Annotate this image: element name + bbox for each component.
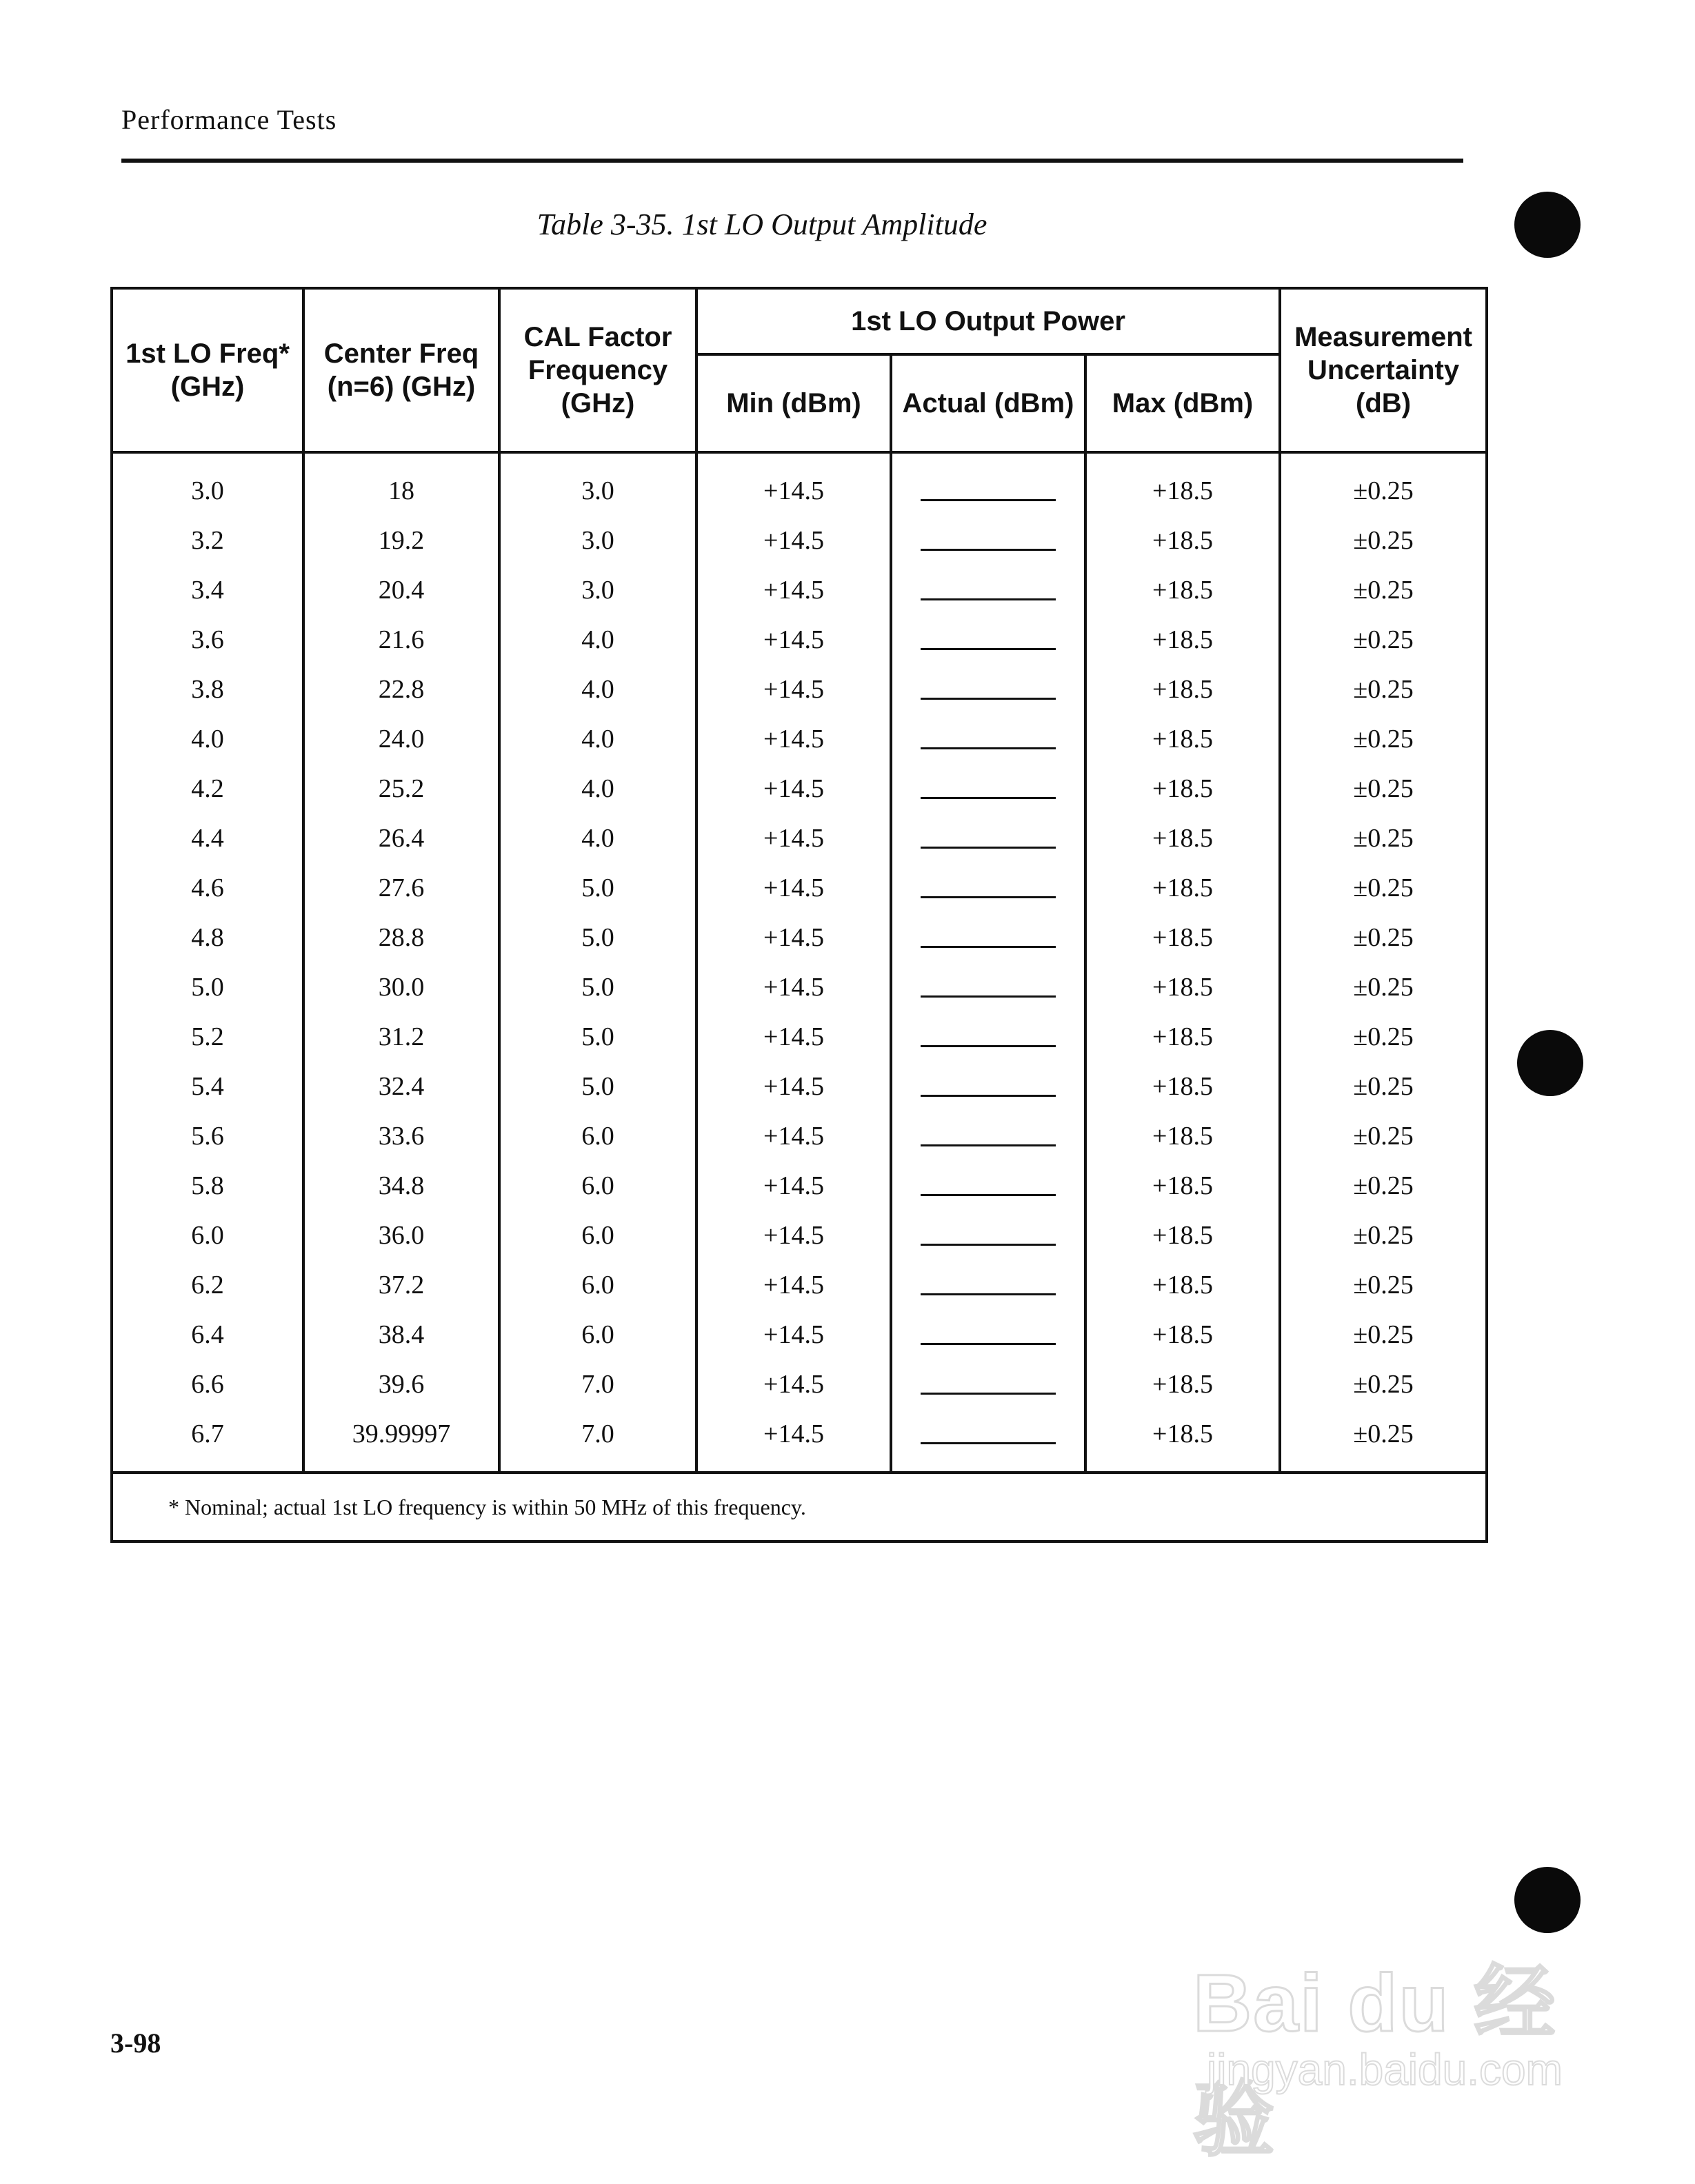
cell-actual — [891, 1211, 1085, 1260]
cell-lo-freq: 6.7 — [112, 1409, 303, 1473]
entry-blank[interactable] — [921, 995, 1056, 998]
cell-max: +18.5 — [1085, 764, 1280, 813]
entry-blank[interactable] — [921, 698, 1056, 700]
cell-max: +18.5 — [1085, 1211, 1280, 1260]
cell-min: +14.5 — [696, 1409, 891, 1473]
cell-lo-freq: 3.4 — [112, 565, 303, 615]
cell-min: +14.5 — [696, 1260, 891, 1310]
table-row — [112, 913, 1487, 962]
cell-min: +14.5 — [696, 516, 891, 565]
cell-max: +18.5 — [1085, 813, 1280, 863]
page-number: 3-98 — [110, 2028, 161, 2059]
entry-blank[interactable] — [921, 847, 1056, 849]
cell-lo-freq: 4.0 — [112, 714, 303, 764]
cell-max: +18.5 — [1085, 1062, 1280, 1111]
cell-lo-freq: 5.6 — [112, 1111, 303, 1161]
cell-center-freq: 39.99997 — [303, 1409, 499, 1473]
table-row — [112, 516, 1487, 565]
cell-cal-factor: 6.0 — [499, 1310, 696, 1359]
entry-blank[interactable] — [921, 1442, 1056, 1444]
cell-cal-factor: 6.0 — [499, 1211, 696, 1260]
entry-blank[interactable] — [921, 648, 1056, 650]
col-header-max: Max (dBm) — [1085, 354, 1280, 452]
cell-center-freq: 39.6 — [303, 1359, 499, 1409]
cell-lo-freq: 4.6 — [112, 863, 303, 913]
cell-cal-factor: 4.0 — [499, 665, 696, 714]
cell-lo-freq: 4.4 — [112, 813, 303, 863]
entry-blank[interactable] — [921, 1393, 1056, 1395]
table-row — [112, 1211, 1487, 1260]
cell-cal-factor: 4.0 — [499, 615, 696, 665]
running-head: Performance Tests — [121, 104, 337, 135]
cell-cal-factor: 7.0 — [499, 1359, 696, 1409]
cell-min: +14.5 — [696, 962, 891, 1012]
cell-center-freq: 19.2 — [303, 516, 499, 565]
cell-cal-factor: 5.0 — [499, 1012, 696, 1062]
cell-center-freq: 21.6 — [303, 615, 499, 665]
cell-cal-factor: 3.0 — [499, 565, 696, 615]
cell-center-freq: 36.0 — [303, 1211, 499, 1260]
col-header-lo-freq: 1st LO Freq* (GHz) — [112, 288, 303, 452]
cell-max: +18.5 — [1085, 1409, 1280, 1473]
binder-hole-middle — [1517, 1030, 1583, 1096]
cell-actual — [891, 1260, 1085, 1310]
cell-center-freq: 27.6 — [303, 863, 499, 913]
cell-center-freq: 22.8 — [303, 665, 499, 714]
cell-lo-freq: 5.4 — [112, 1062, 303, 1111]
watermark-url: jingyan.baidu.com — [1207, 2045, 1563, 2094]
cell-cal-factor: 5.0 — [499, 1062, 696, 1111]
cell-actual — [891, 516, 1085, 565]
cell-cal-factor: 7.0 — [499, 1409, 696, 1473]
cell-max: +18.5 — [1085, 1310, 1280, 1359]
cell-lo-freq: 6.4 — [112, 1310, 303, 1359]
cell-actual — [891, 764, 1085, 813]
entry-blank[interactable] — [921, 747, 1056, 749]
entry-blank[interactable] — [921, 598, 1056, 600]
entry-blank[interactable] — [921, 1095, 1056, 1097]
cell-lo-freq: 6.0 — [112, 1211, 303, 1260]
cell-min: +14.5 — [696, 863, 891, 913]
cell-actual — [891, 1111, 1085, 1161]
cell-min: +14.5 — [696, 1012, 891, 1062]
cell-cal-factor: 5.0 — [499, 962, 696, 1012]
entry-blank[interactable] — [921, 896, 1056, 898]
cell-min: +14.5 — [696, 1211, 891, 1260]
table-row — [112, 1111, 1487, 1161]
cell-actual — [891, 1062, 1085, 1111]
cell-uncertainty: ±0.25 — [1280, 1111, 1487, 1161]
entry-blank[interactable] — [921, 1343, 1056, 1345]
cell-actual — [891, 1359, 1085, 1409]
cell-center-freq: 28.8 — [303, 913, 499, 962]
cell-uncertainty: ±0.25 — [1280, 615, 1487, 665]
table-row — [112, 764, 1487, 813]
cell-center-freq: 30.0 — [303, 962, 499, 1012]
cell-actual — [891, 1161, 1085, 1211]
cell-min: +14.5 — [696, 764, 891, 813]
table-row — [112, 1062, 1487, 1111]
cell-actual — [891, 565, 1085, 615]
cell-actual — [891, 962, 1085, 1012]
cell-cal-factor: 6.0 — [499, 1260, 696, 1310]
entry-blank[interactable] — [921, 499, 1056, 501]
cell-lo-freq: 3.0 — [112, 452, 303, 516]
cell-min: +14.5 — [696, 452, 891, 516]
cell-uncertainty: ±0.25 — [1280, 714, 1487, 764]
cell-lo-freq: 4.2 — [112, 764, 303, 813]
baidu-watermark — [1193, 1923, 1579, 2166]
cell-cal-factor: 5.0 — [499, 913, 696, 962]
cell-max: +18.5 — [1085, 516, 1280, 565]
cell-cal-factor: 4.0 — [499, 714, 696, 764]
entry-blank[interactable] — [921, 946, 1056, 948]
cell-lo-freq: 5.2 — [112, 1012, 303, 1062]
cell-max: +18.5 — [1085, 1161, 1280, 1211]
cell-cal-factor: 4.0 — [499, 813, 696, 863]
table-row — [112, 565, 1487, 615]
cell-actual — [891, 913, 1085, 962]
cell-uncertainty: ±0.25 — [1280, 1310, 1487, 1359]
cell-uncertainty: ±0.25 — [1280, 516, 1487, 565]
cell-actual — [891, 1409, 1085, 1473]
cell-uncertainty: ±0.25 — [1280, 813, 1487, 863]
cell-center-freq: 38.4 — [303, 1310, 499, 1359]
cell-lo-freq: 5.8 — [112, 1161, 303, 1211]
entry-blank[interactable] — [921, 1144, 1056, 1146]
cell-center-freq: 25.2 — [303, 764, 499, 813]
cell-max: +18.5 — [1085, 863, 1280, 913]
cell-uncertainty: ±0.25 — [1280, 962, 1487, 1012]
cell-cal-factor: 3.0 — [499, 452, 696, 516]
cell-uncertainty: ±0.25 — [1280, 913, 1487, 962]
cell-min: +14.5 — [696, 1161, 891, 1211]
col-header-cal-factor: CAL Factor Frequency (GHz) — [499, 288, 696, 452]
cell-actual — [891, 665, 1085, 714]
cell-uncertainty: ±0.25 — [1280, 1161, 1487, 1211]
cell-center-freq: 32.4 — [303, 1062, 499, 1111]
cell-min: +14.5 — [696, 913, 891, 962]
cell-lo-freq: 3.6 — [112, 615, 303, 665]
cell-uncertainty: ±0.25 — [1280, 1062, 1487, 1111]
entry-blank[interactable] — [921, 1045, 1056, 1047]
cell-cal-factor: 6.0 — [499, 1161, 696, 1211]
cell-lo-freq: 6.6 — [112, 1359, 303, 1409]
table-title: Table 3-35. 1st LO Output Amplitude — [536, 208, 987, 241]
entry-blank[interactable] — [921, 1293, 1056, 1295]
cell-uncertainty: ±0.25 — [1280, 1359, 1487, 1409]
cell-min: +14.5 — [696, 615, 891, 665]
entry-blank[interactable] — [921, 549, 1056, 551]
cell-actual — [891, 1310, 1085, 1359]
table-row — [112, 1161, 1487, 1211]
cell-min: +14.5 — [696, 665, 891, 714]
cell-cal-factor: 4.0 — [499, 764, 696, 813]
cell-uncertainty: ±0.25 — [1280, 1409, 1487, 1473]
table-row — [112, 615, 1487, 665]
cell-actual — [891, 863, 1085, 913]
binder-hole-top — [1514, 192, 1581, 258]
cell-uncertainty: ±0.25 — [1280, 764, 1487, 813]
table-row — [112, 813, 1487, 863]
cell-lo-freq: 3.8 — [112, 665, 303, 714]
cell-max: +18.5 — [1085, 665, 1280, 714]
cell-uncertainty: ±0.25 — [1280, 452, 1487, 516]
table-row — [112, 1310, 1487, 1359]
cell-max: +18.5 — [1085, 1012, 1280, 1062]
col-header-uncertainty: Measurement Uncertainty (dB) — [1280, 288, 1487, 452]
cell-min: +14.5 — [696, 1111, 891, 1161]
table-row — [112, 665, 1487, 714]
col-header-actual: Actual (dBm) — [891, 354, 1085, 452]
cell-min: +14.5 — [696, 714, 891, 764]
table-row — [112, 1359, 1487, 1409]
entry-blank[interactable] — [921, 1244, 1056, 1246]
cell-lo-freq: 5.0 — [112, 962, 303, 1012]
cell-uncertainty: ±0.25 — [1280, 1260, 1487, 1310]
cell-uncertainty: ±0.25 — [1280, 1012, 1487, 1062]
cell-center-freq: 34.8 — [303, 1161, 499, 1211]
table-row — [112, 1409, 1487, 1473]
col-header-center-freq: Center Freq (n=6) (GHz) — [303, 288, 499, 452]
cell-actual — [891, 1012, 1085, 1062]
cell-actual — [891, 714, 1085, 764]
table-body — [112, 452, 1487, 1473]
cell-actual — [891, 615, 1085, 665]
table-row — [112, 714, 1487, 764]
cell-max: +18.5 — [1085, 962, 1280, 1012]
cell-actual — [891, 813, 1085, 863]
cell-uncertainty: ±0.25 — [1280, 1211, 1487, 1260]
table-footnote: * Nominal; actual 1st LO frequency is within 50 MHz of this frequency. — [112, 1473, 1487, 1541]
col-header-output-power: 1st LO Output Power — [696, 288, 1280, 354]
cell-center-freq: 37.2 — [303, 1260, 499, 1310]
cell-max: +18.5 — [1085, 1260, 1280, 1310]
cell-max: +18.5 — [1085, 714, 1280, 764]
table-row — [112, 1012, 1487, 1062]
table-row — [112, 452, 1487, 516]
lo-output-amplitude-table — [110, 287, 1488, 1543]
col-header-min: Min (dBm) — [696, 354, 891, 452]
cell-center-freq: 18 — [303, 452, 499, 516]
cell-lo-freq: 6.2 — [112, 1260, 303, 1310]
cell-cal-factor: 6.0 — [499, 1111, 696, 1161]
cell-lo-freq: 3.2 — [112, 516, 303, 565]
cell-min: +14.5 — [696, 1062, 891, 1111]
cell-min: +14.5 — [696, 1310, 891, 1359]
cell-max: +18.5 — [1085, 1359, 1280, 1409]
cell-center-freq: 33.6 — [303, 1111, 499, 1161]
header-rule — [121, 159, 1463, 163]
cell-min: +14.5 — [696, 813, 891, 863]
cell-min: +14.5 — [696, 1359, 891, 1409]
cell-max: +18.5 — [1085, 452, 1280, 516]
cell-max: +18.5 — [1085, 1111, 1280, 1161]
cell-cal-factor: 3.0 — [499, 516, 696, 565]
table-row — [112, 962, 1487, 1012]
cell-uncertainty: ±0.25 — [1280, 565, 1487, 615]
cell-max: +18.5 — [1085, 565, 1280, 615]
cell-max: +18.5 — [1085, 615, 1280, 665]
cell-center-freq: 24.0 — [303, 714, 499, 764]
cell-center-freq: 20.4 — [303, 565, 499, 615]
cell-cal-factor: 5.0 — [499, 863, 696, 913]
table-row — [112, 863, 1487, 913]
cell-lo-freq: 4.8 — [112, 913, 303, 962]
cell-max: +18.5 — [1085, 913, 1280, 962]
watermark-logo-text: Bai du 经验 — [1193, 1958, 1557, 2166]
cell-uncertainty: ±0.25 — [1280, 665, 1487, 714]
cell-min: +14.5 — [696, 565, 891, 615]
cell-actual — [891, 452, 1085, 516]
entry-blank[interactable] — [921, 1194, 1056, 1196]
cell-center-freq: 26.4 — [303, 813, 499, 863]
cell-uncertainty: ±0.25 — [1280, 863, 1487, 913]
cell-center-freq: 31.2 — [303, 1012, 499, 1062]
entry-blank[interactable] — [921, 797, 1056, 799]
table-row — [112, 1260, 1487, 1310]
